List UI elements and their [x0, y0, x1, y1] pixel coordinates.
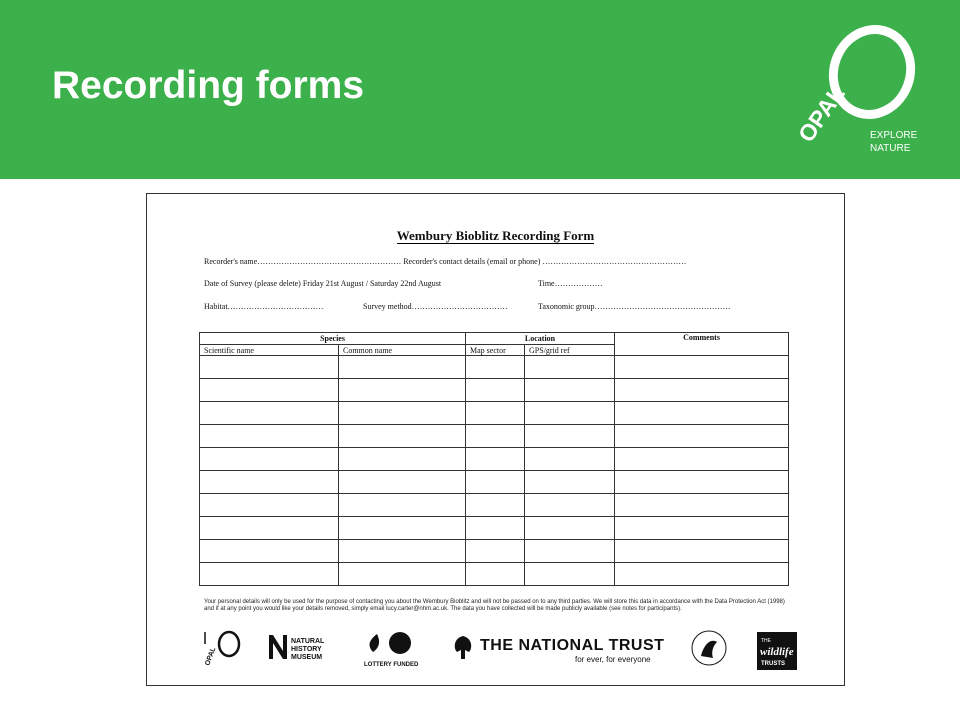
location-header: Location [466, 333, 615, 345]
privacy-footnote: Your personal details will only be used for the purpose of contacting you about the Wembury Bioblitz and will not be passed on to any third parties. We will store this data in accordance with the Data Protection Act (1998) and if at any point you would like your details removed, simply email lucy.carter@nhm.ac.uk. The data you have collected will be made publicly available (see notes for participants). [204, 599, 785, 612]
table-cell [466, 425, 525, 448]
table-row [200, 494, 789, 517]
opal-tagline-1: EXPLORE [870, 130, 918, 141]
table-cell [200, 448, 339, 471]
table-cell [339, 448, 466, 471]
table-cell [466, 471, 525, 494]
table-row [200, 448, 789, 471]
table-row [200, 540, 789, 563]
table-cell [200, 402, 339, 425]
habitat-label: Habitat [204, 302, 228, 311]
table-cell [466, 379, 525, 402]
table-cell [200, 425, 339, 448]
survey-method-row: Survey method……………………………… [363, 302, 508, 311]
table-cell [466, 517, 525, 540]
table-cell [525, 448, 615, 471]
svg-text:wildlife: wildlife [760, 646, 794, 658]
slide-title: Recording forms [52, 64, 365, 107]
table-cell [200, 379, 339, 402]
time-row: Time……………… [538, 279, 603, 288]
table-cell [466, 540, 525, 563]
survey-date-row [204, 279, 441, 288]
svg-text:THE NATIONAL TRUST: THE NATIONAL TRUST [480, 637, 665, 654]
table-cell [615, 494, 789, 517]
table-cell [200, 494, 339, 517]
table-row [200, 471, 789, 494]
table-cell [339, 563, 466, 586]
table-cell [615, 563, 789, 586]
table-cell [466, 402, 525, 425]
svg-text:OPAL: OPAL [204, 646, 218, 667]
svg-text:THE: THE [761, 638, 771, 644]
table-cell [525, 517, 615, 540]
table-cell [339, 471, 466, 494]
table-cell [339, 517, 466, 540]
table-row [200, 379, 789, 402]
table-cell [525, 540, 615, 563]
slide-header [0, 0, 960, 179]
map-sector-header: Map sector [466, 345, 525, 356]
form-title: Wembury Bioblitz Recording Form [396, 228, 595, 243]
table-cell [525, 563, 615, 586]
table-cell [339, 425, 466, 448]
table-cell [615, 379, 789, 402]
marine-biological-association-logo [692, 631, 726, 665]
natural-history-museum-logo [269, 635, 325, 661]
contact-details-label: Recorder's contact details (email or phone) [403, 257, 541, 266]
taxonomic-group-row: Taxonomic group…………………………………………… [538, 302, 731, 311]
recorder-name-label: Recorder's name [204, 257, 258, 266]
table-cell [615, 425, 789, 448]
table-cell [525, 379, 615, 402]
opal-tagline-2: NATURE [870, 143, 911, 154]
comments-header: Comments [615, 333, 789, 356]
table-cell [200, 471, 339, 494]
table-cell [615, 402, 789, 425]
time-label: Time [538, 279, 555, 288]
svg-text:LOTTERY FUNDED: LOTTERY FUNDED [364, 662, 419, 668]
table-row [200, 402, 789, 425]
table-cell [525, 494, 615, 517]
taxonomic-group-label: Taxonomic group [538, 302, 595, 311]
table-cell [615, 540, 789, 563]
table-cell [466, 356, 525, 379]
recording-table [199, 332, 789, 586]
scientific-name-header: Scientific name [200, 345, 339, 356]
table-cell [200, 540, 339, 563]
svg-text:MUSEUM: MUSEUM [291, 654, 323, 661]
table-cell [466, 448, 525, 471]
opal-wordmark: OPAL [792, 81, 850, 147]
table-cell [615, 517, 789, 540]
table-cell [200, 563, 339, 586]
svg-text:for ever, for everyone: for ever, for everyone [575, 655, 651, 664]
table-cell [525, 356, 615, 379]
table-cell [466, 494, 525, 517]
table-cell [339, 356, 466, 379]
gps-grid-ref-header: GPS/grid ref [525, 345, 615, 356]
table-cell [339, 494, 466, 517]
svg-text:NATURAL: NATURAL [291, 638, 325, 645]
lottery-funded-logo [364, 632, 419, 668]
table-cell [200, 356, 339, 379]
svg-text:TRUSTS: TRUSTS [761, 661, 785, 667]
survey-date-options: Friday 21st August / Saturday 22nd August [302, 279, 442, 288]
recording-form-image [146, 193, 845, 686]
table-cell [615, 448, 789, 471]
species-header: Species [200, 333, 466, 345]
table-cell [200, 517, 339, 540]
sponsor-logos [199, 626, 799, 676]
table-row [200, 517, 789, 540]
table-cell [615, 356, 789, 379]
table-row [200, 563, 789, 586]
table-row [200, 425, 789, 448]
recorder-name-row: Recorder's name……………………………………………… Recorder's contact details (email or phone) ……………………………………………… [204, 257, 687, 266]
table-cell [615, 471, 789, 494]
survey-date-label: Date of Survey (please delete) [204, 279, 301, 288]
table-cell [525, 402, 615, 425]
wildlife-trusts-logo [757, 632, 797, 670]
common-name-header: Common name [339, 345, 466, 356]
table-cell [466, 563, 525, 586]
table-row [200, 356, 789, 379]
table-cell [339, 540, 466, 563]
table-cell [525, 425, 615, 448]
opal-logo [780, 20, 930, 160]
table-cell [339, 379, 466, 402]
survey-method-label: Survey method [363, 302, 412, 311]
table-cell [339, 402, 466, 425]
svg-text:HISTORY: HISTORY [291, 646, 322, 653]
table-body [200, 356, 789, 586]
habitat-row: Habitat……………………………… [204, 302, 324, 311]
national-trust-logo [455, 636, 665, 664]
opal-small-logo [204, 632, 239, 667]
table-cell [525, 471, 615, 494]
